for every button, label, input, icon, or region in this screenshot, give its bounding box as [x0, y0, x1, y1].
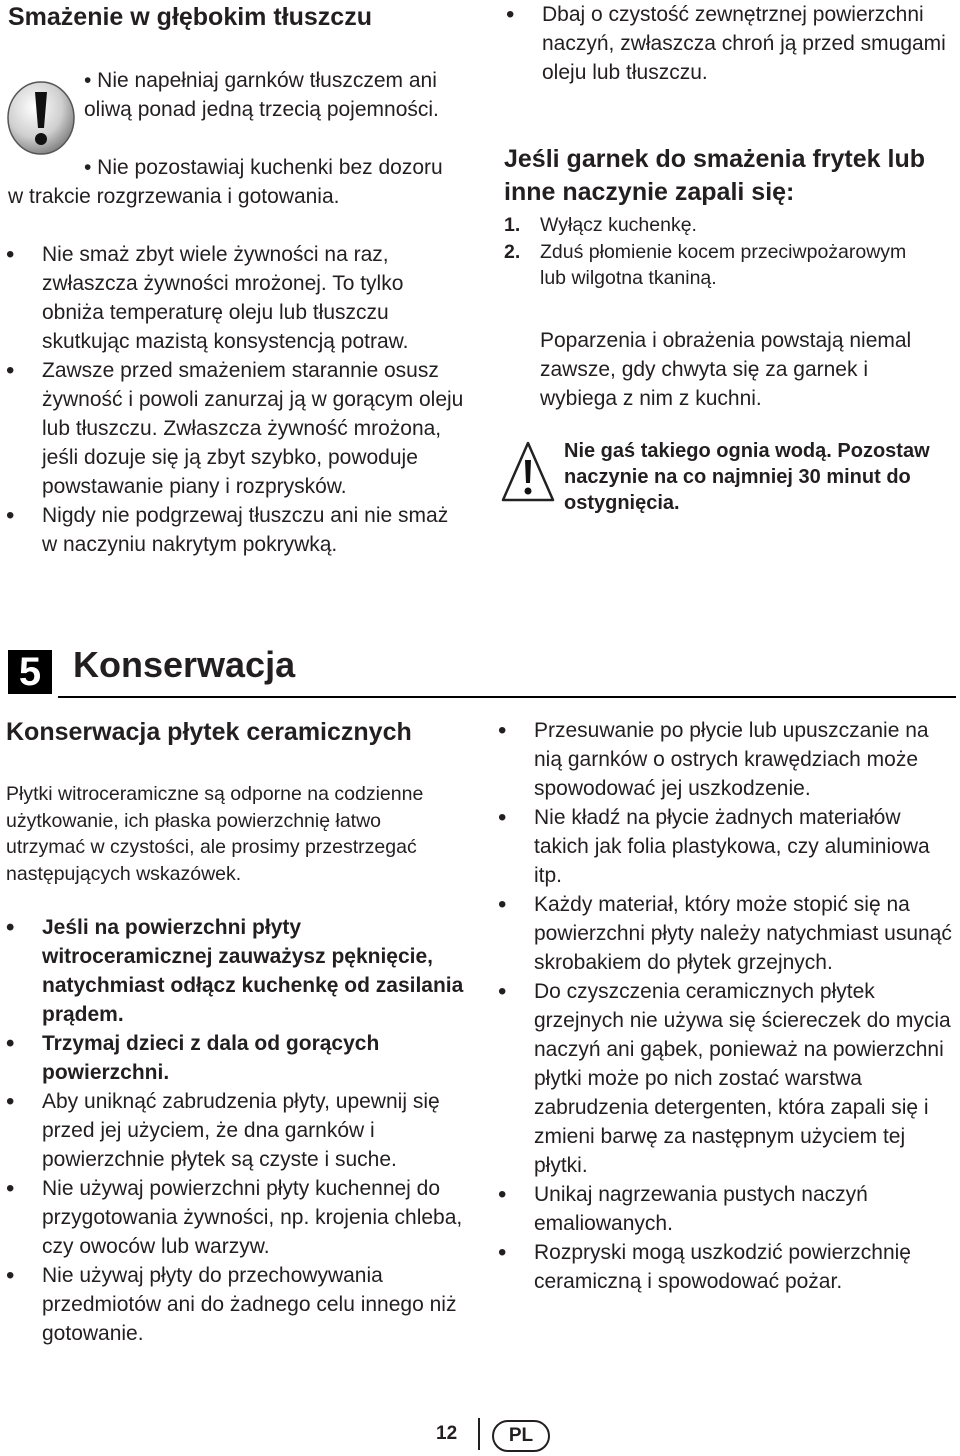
- ceramic-bullets-left: [6, 913, 476, 1348]
- language-badge: PL: [492, 1420, 550, 1452]
- list-item: • Nie używaj powierzchni płyty kuchennej do przygotowania żywności, np. krojenia chleba, czy owoców lub warzyw.: [6, 1174, 476, 1261]
- list-item: • Unikaj nagrzewania pustych naczyń emaliowanych.: [498, 1180, 960, 1238]
- list-item: • Każdy materiał, który może stopić się na powierzchni płyty należy natychmiast usunąć skrobakiem do płytek grzejnych.: [498, 890, 960, 977]
- list-item: • Aby uniknąć zabrudzenia płyty, upewnij się przed jej użyciem, że dna garnków i powierzchnie płytek są czyste i suche.: [6, 1087, 476, 1174]
- list-item: • Do czyszczenia ceramicznych płytek grzejnych nie używa się ściereczek do mycia naczyń ani gąbek, ponieważ na powierzchni płytki może po nich zostać warstwa zabrudzenia detergenten, która zapali się i zmieni barwę za następnym użyciem tej płytki.: [498, 977, 960, 1180]
- warning-triangle-icon: [500, 440, 556, 504]
- list-item: • Dbaj o czystość zewnętrznej powierzchni naczyń, zwłaszcza chroń ją przed smugami oleju lub tłuszczu.: [506, 0, 946, 87]
- list-item: • Nie kładź na płycie żadnych materiałów takich jak folia plastykowa, czy aluminiowa itp.: [498, 803, 960, 890]
- list-item: • Nie smaż zbyt wiele żywności na raz, zwłaszcza żywności mrożonej. To tylko obniża temperaturę oleju lub tłuszczu skutkując mazistą konsystencją potraw.: [6, 240, 466, 356]
- section-divider: [58, 696, 956, 698]
- list-item: [504, 239, 924, 292]
- section-number-badge: 5: [8, 650, 52, 694]
- list-item: • Jeśli na powierzchni płyty witroceramicznej zauważysz pęknięcie, natychmiast odłącz kuchenkę od zasilania prądem.: [6, 913, 476, 1029]
- frying-warning-intro: [84, 66, 464, 124]
- step-text: Zduś płomienie kocem przeciwpożarowym lub wilgotna tkaniną.: [540, 240, 907, 289]
- list-item: • Zawsze przed smażeniem starannie osusz żywność i powoli zanurzaj ją w gorącym oleju lub tłuszczu. Zwłaszcza żywność mrożona, jeśli dozuje się ją zbyt szybko, powoduje powstawanie piany i rozprysków.: [6, 356, 466, 501]
- section-title: Konserwacja: [73, 644, 296, 685]
- fire-title: Jeśli garnek do smażenia frytek lub inne naczynie zapali się:: [504, 145, 925, 206]
- list-item: • Trzymaj dzieci z dala od gorących powierzchni.: [6, 1029, 476, 1087]
- page-number: 12: [436, 1423, 458, 1444]
- list-item: • Rozpryski mogą uszkodzić powierzchnię ceramiczną i spowodować pożar.: [498, 1238, 960, 1296]
- ceramic-intro: Płytki witroceramiczne są odporne na codzienne użytkowanie, ich płaska powierzchnię łatwo utrzymać w czystości, ale prosimy przestrzegać następujących wskazówek.: [6, 783, 424, 885]
- ceramic-bullets-right: [498, 716, 960, 1296]
- warning-line: • Nie napełniaj garnków tłuszczem ani oliwą ponad jedną trzecią pojemności.: [84, 69, 439, 121]
- warning-line: • Nie pozostawiaj kuchenki bez dozoru w trakcie rozgrzewania i gotowania.: [8, 156, 443, 208]
- list-item: • Nigdy nie podgrzewaj tłuszczu ani nie smaż w naczyniu nakrytym pokrywką.: [6, 501, 466, 559]
- fire-steps: [504, 212, 924, 292]
- step-text: Wyłącz kuchenkę.: [540, 214, 697, 236]
- fire-note: Poparzenia i obrażenia powstają niemal zawsze, gdy chwyta się za garnek i wybiega z nim z kuchni.: [540, 329, 912, 410]
- step-number: 2.: [504, 240, 521, 263]
- step-number: 1.: [504, 214, 521, 236]
- frying-warning-intro-2: [8, 153, 458, 211]
- fire-warning: Nie gaś takiego ognia wodą. Pozostaw naczynie na co najmniej 30 minut do ostygnięcia.: [564, 440, 930, 514]
- frying-title: Smażenie w głębokim tłuszczu: [8, 3, 372, 31]
- frying-bullets-right: [506, 0, 946, 87]
- footer-divider: [478, 1418, 480, 1450]
- list-item: [504, 212, 924, 239]
- list-item: • Przesuwanie po płycie lub upuszczanie na nią garnków o ostrych krawędziach może spowodować jej uszkodzenie.: [498, 716, 960, 803]
- frying-bullets: [6, 240, 466, 559]
- exclamation-circle-icon: [6, 80, 76, 156]
- ceramic-title: Konserwacja płytek ceramicznych: [6, 718, 412, 746]
- list-item: • Nie używaj płyty do przechowywania przedmiotów ani do żadnego celu innego niż gotowanie.: [6, 1261, 476, 1348]
